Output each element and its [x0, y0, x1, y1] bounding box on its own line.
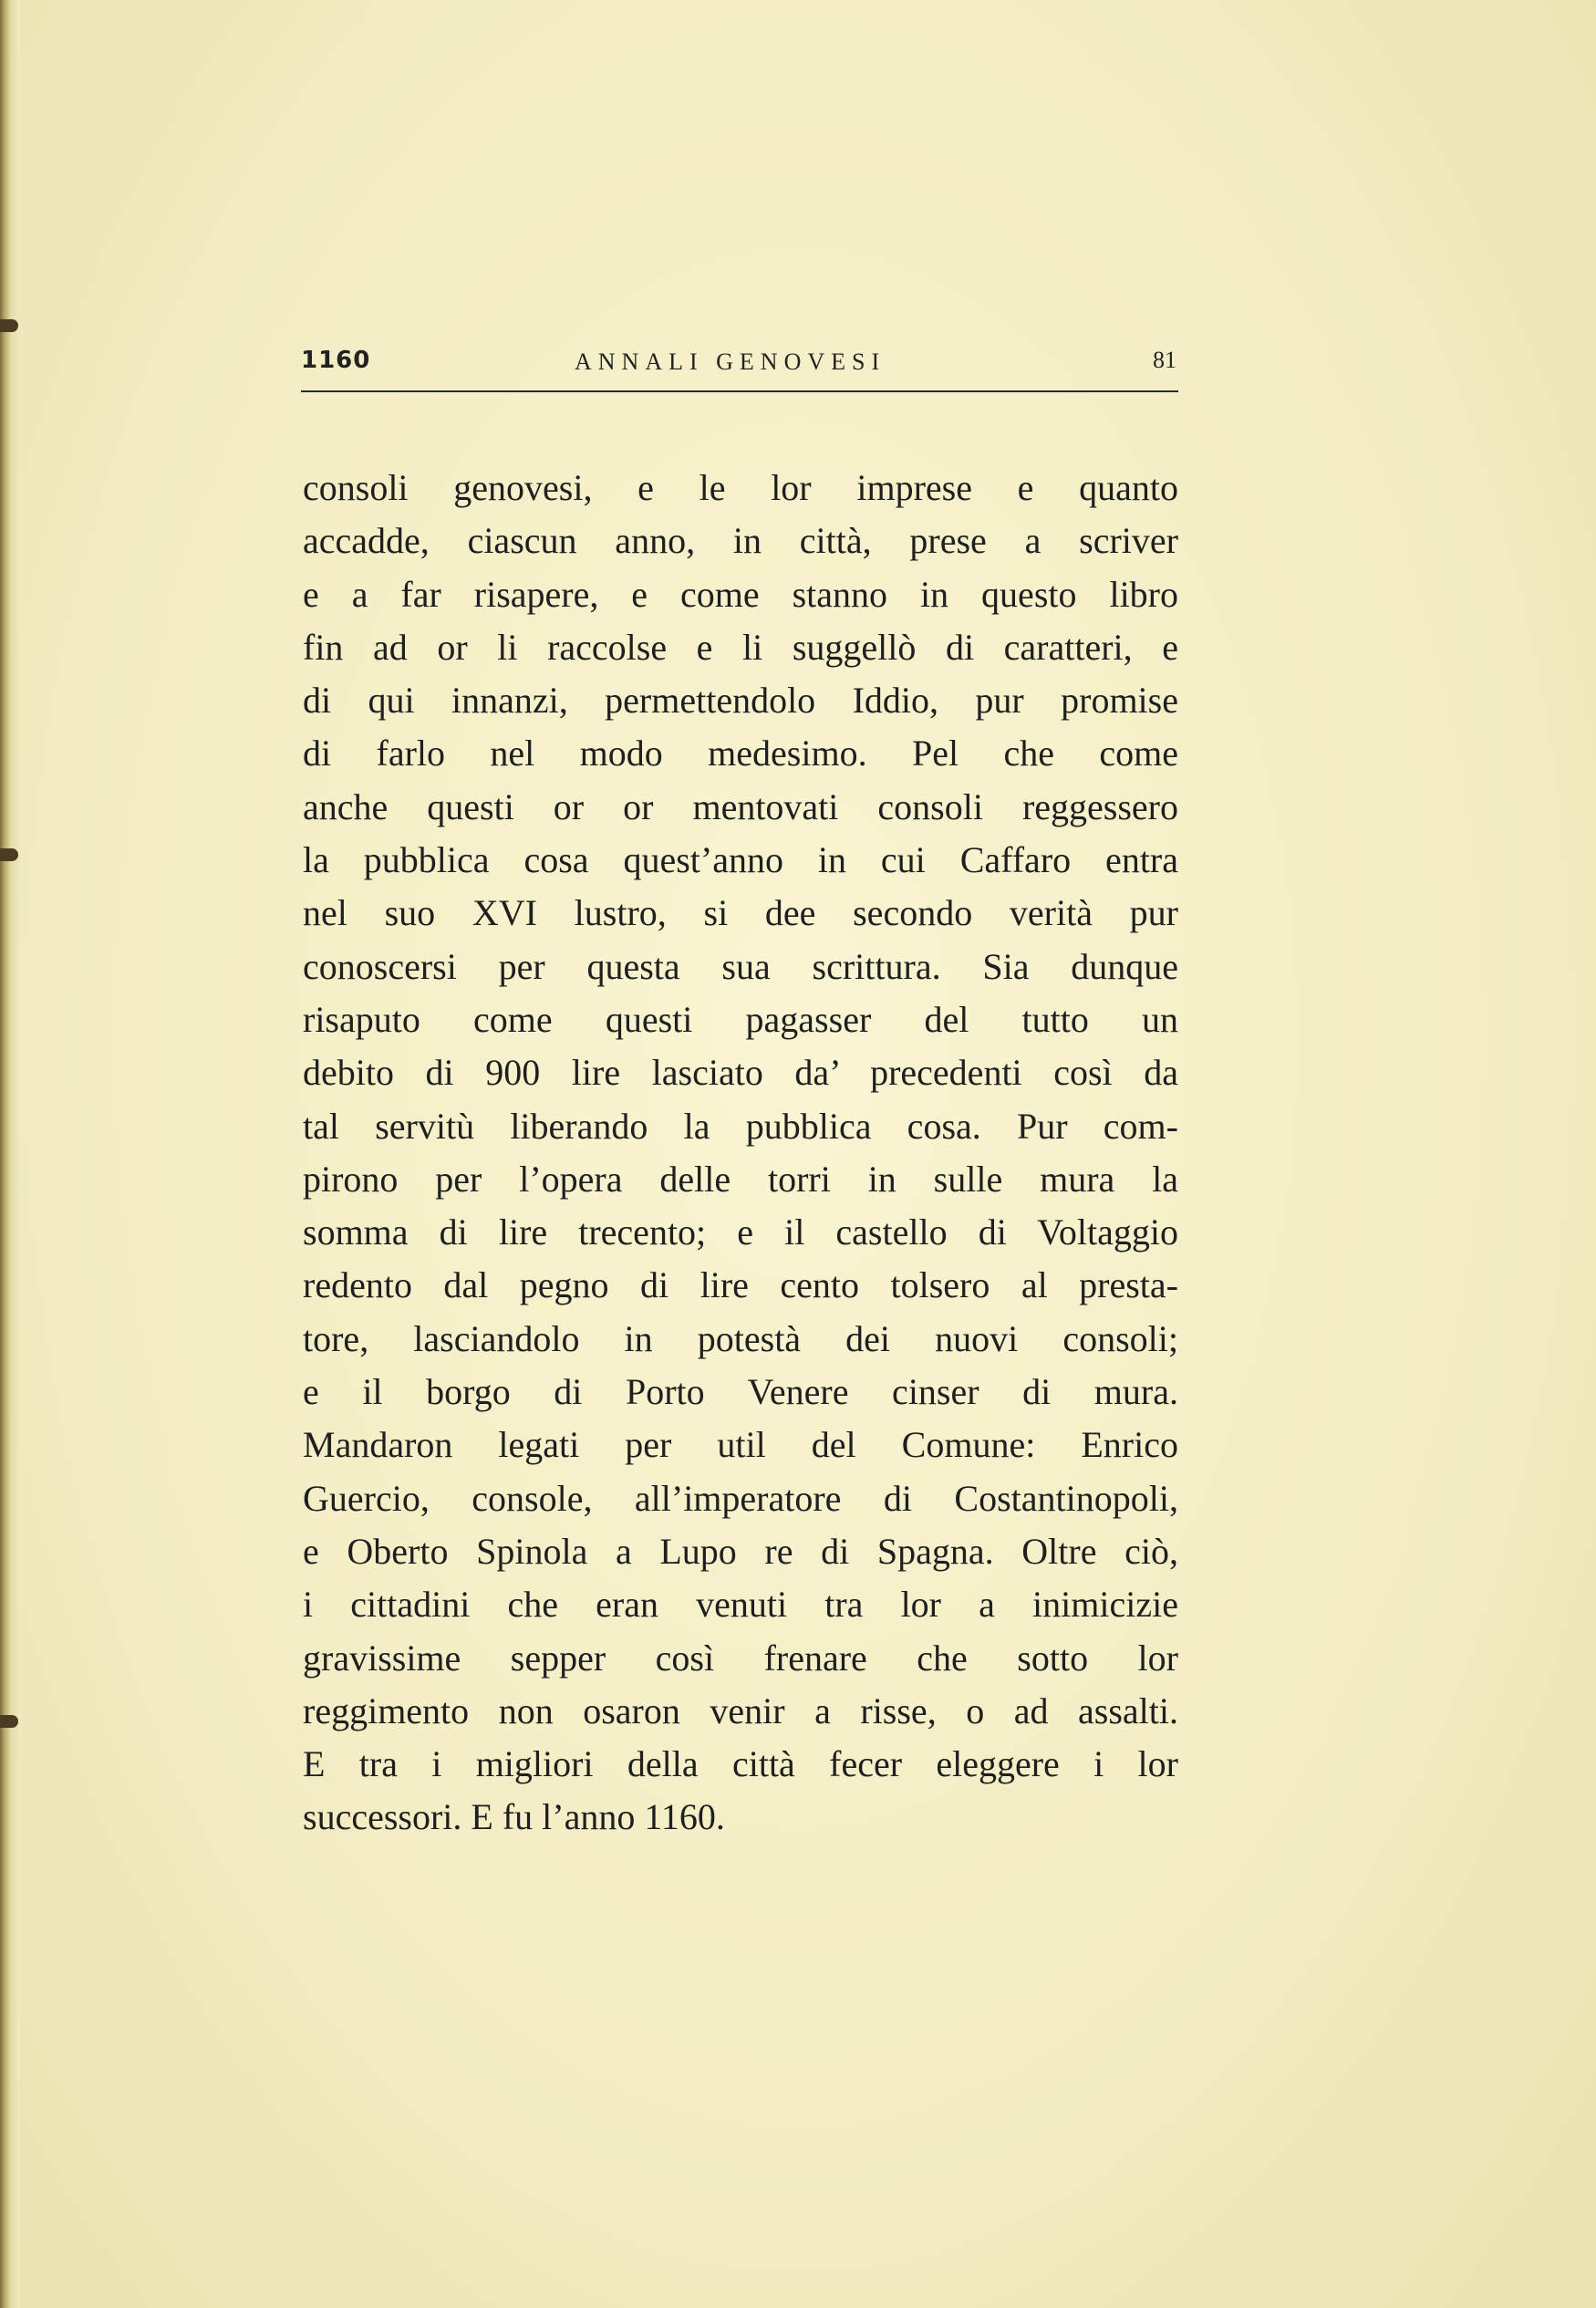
- text-line: Mandaron legati per util del Comune: Enrico: [303, 1424, 1178, 1466]
- text-line: E tra i migliori della città fecer eleggere i lor: [303, 1743, 1178, 1785]
- text-line: redento dal pegno di lire cento tolsero al presta-: [303, 1264, 1178, 1306]
- text-line: di farlo nel modo medesimo. Pel che come: [303, 733, 1178, 775]
- text-line: fin ad or li raccolse e li suggellò di caratteri, e: [303, 626, 1178, 668]
- text-line: e Oberto Spinola a Lupo re di Spagna. Oltre ciò,: [303, 1530, 1178, 1572]
- text-line: e il borgo di Porto Venere cinser di mura.: [303, 1371, 1178, 1413]
- binding-stitch: [0, 848, 18, 861]
- text-line: consoli genovesi, e le lor imprese e quanto: [303, 467, 1178, 508]
- running-head-year: 1160: [301, 347, 371, 374]
- text-line: accadde, ciascun anno, in città, prese a scriver: [303, 520, 1178, 562]
- text-line: nel suo XVI lustro, si dee secondo verità pur: [303, 892, 1178, 934]
- running-head-title: ANNALI GENOVESI: [575, 348, 886, 375]
- text-line: di qui innanzi, permettendolo Iddio, pur promise: [303, 680, 1178, 722]
- running-head: [301, 347, 1176, 383]
- text-line: la pubblica cosa quest’anno in cui Caffaro entra: [303, 839, 1178, 881]
- text-line: gravissime sepper così frenare che sotto lor: [303, 1637, 1178, 1679]
- text-line: tal servitù liberando la pubblica cosa. Pur com-: [303, 1105, 1178, 1147]
- binding-stitch: [0, 1715, 18, 1728]
- text-line: reggimento non osaron venir a risse, o ad assalti.: [303, 1689, 1178, 1731]
- page-spine-edge: [0, 0, 20, 2308]
- text-line: pirono per l’opera delle torri in sulle mura la: [303, 1158, 1178, 1200]
- text-line: anche questi or or mentovati consoli reggessero: [303, 785, 1178, 827]
- text-line: somma di lire trecento; e il castello di Voltaggio: [303, 1211, 1178, 1253]
- text-line-final: successori. E fu l’anno 1160.: [303, 1796, 725, 1838]
- binding-stitch: [0, 319, 18, 332]
- text-line: i cittadini che eran venuti tra lor a inimicizie: [303, 1584, 1178, 1626]
- text-line: Guercio, console, all’imperatore di Costantinopoli,: [303, 1477, 1178, 1519]
- body-text: [303, 462, 1178, 1845]
- page-number: 81: [1153, 347, 1176, 373]
- header-rule: [301, 390, 1178, 392]
- text-line: tore, lasciandolo in potestà dei nuovi consoli;: [303, 1317, 1178, 1359]
- text-line: debito di 900 lire lasciato da’ precedenti così da: [303, 1052, 1178, 1094]
- text-line: conoscersi per questa sua scrittura. Sia dunque: [303, 945, 1178, 987]
- text-line: risaputo come questi pagasser del tutto un: [303, 998, 1178, 1040]
- text-line: e a far risapere, e come stanno in questo libro: [303, 573, 1178, 615]
